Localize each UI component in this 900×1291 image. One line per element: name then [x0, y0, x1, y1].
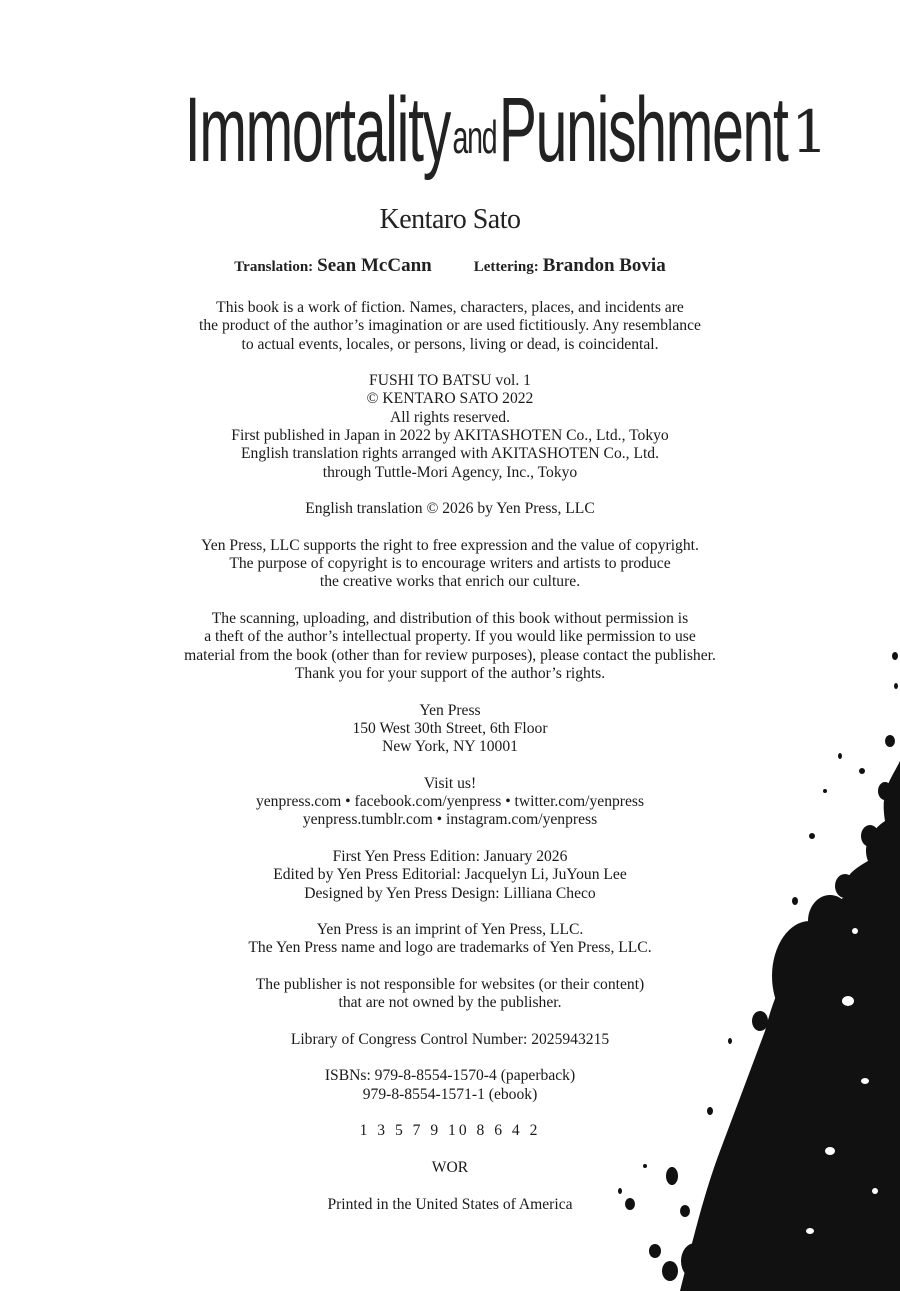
copyright-line: 150 West 30th Street, 6th Floor: [352, 719, 548, 737]
copyright-line: Designed by Yen Press Design: Lilliana Checo: [304, 884, 596, 902]
copyright-line: FUSHI TO BATSU vol. 1: [369, 372, 531, 390]
copyright-line: Yen Press: [419, 701, 481, 719]
copyright-line: New York, NY 10001: [382, 738, 518, 756]
copyright-line: Printed in the United States of America: [327, 1195, 573, 1213]
copyright-line: through Tuttle-Mori Agency, Inc., Tokyo: [322, 463, 578, 481]
copyright-line: First Yen Press Edition: January 2026: [332, 847, 568, 865]
copyright-line: The Yen Press name and logo are trademarks of Yen Press, LLC.: [248, 939, 652, 957]
copyright-line: the product of the author’s imagination or are used fictitiously. Any resemblance: [199, 317, 701, 335]
copyright-line: The publisher is not responsible for websites (or their content): [255, 975, 645, 993]
copyright-paragraph: [0, 372, 900, 482]
copyright-line: Library of Congress Control Number: 2025943215: [290, 1030, 610, 1048]
copyright-line: All rights reserved.: [390, 408, 510, 426]
copyright-line: Yen Press is an imprint of Yen Press, LLC.: [316, 921, 584, 939]
book-title-text: [185, 78, 788, 183]
credits-line: [0, 255, 900, 277]
copyright-line: This book is a work of fiction. Names, characters, places, and incidents are: [216, 299, 684, 316]
copyright-line: © KENTARO SATO 2022: [366, 390, 534, 408]
letterer-name: Brandon Bovia: [542, 255, 666, 276]
copyright-line: Thank you for your support of the author’s rights.: [294, 664, 606, 682]
copyright-line: that are not owned by the publisher.: [338, 994, 562, 1012]
book-title: [0, 78, 900, 183]
copyright-paragraph: [0, 500, 900, 518]
author-name: Kentaro Sato: [379, 204, 521, 235]
copyright-line: ISBNs: 979-8-8554-1570-4 (paperback): [324, 1067, 576, 1085]
copyright-line: the creative works that enrich our culture.: [319, 573, 581, 591]
title-part2: Punishment: [498, 79, 788, 181]
copyright-paragraph: [0, 537, 900, 592]
copyright-line: First published in Japan in 2022 by AKITASHOTEN Co., Ltd., Tokyo: [231, 427, 669, 445]
copyright-line: The purpose of copyright is to encourage writers and artists to produce: [229, 555, 671, 573]
copyright-line: English translation rights arranged with AKITASHOTEN Co., Ltd.: [241, 445, 659, 463]
copyright-paragraph: [0, 299, 900, 354]
copyright-line: material from the book (other than for review purposes), please contact the publisher.: [184, 646, 716, 664]
volume-number: 1: [791, 98, 828, 166]
translator-name: Sean McCann: [317, 255, 432, 276]
title-part1: Immortality: [184, 79, 451, 181]
copyright-line: yenpress.tumblr.com • instagram.com/yenpress: [302, 811, 598, 829]
translation-label: Translation:: [234, 259, 314, 275]
copyright-line: Edited by Yen Press Editorial: Jacquelyn Li, JuYoun Lee: [273, 866, 627, 884]
copyright-line: a theft of the author’s intellectual property. If you would like permission to use: [204, 628, 696, 646]
lettering-label: Lettering:: [473, 259, 539, 275]
copyright-line: yenpress.com • facebook.com/yenpress • twitter.com/yenpress: [255, 793, 645, 811]
copyright-line: The scanning, uploading, and distribution of this book without permission is: [211, 610, 689, 628]
title-and: and: [452, 110, 497, 163]
copyright-line: Yen Press, LLC supports the right to free expression and the value of copyright.: [201, 536, 699, 554]
copyright-line: WOR: [431, 1158, 469, 1176]
copyright-line: 1 3 5 7 9 10 8 6 4 2: [359, 1122, 541, 1140]
copyright-line: to actual events, locales, or persons, living or dead, is coincidental.: [241, 335, 659, 353]
copyright-line: English translation © 2026 by Yen Press, LLC: [305, 500, 595, 518]
copyright-line: 979-8-8554-1571-1 (ebook): [362, 1085, 538, 1103]
ink-splatter-decoration: [600, 631, 900, 1291]
copyright-line: Visit us!: [423, 774, 477, 792]
